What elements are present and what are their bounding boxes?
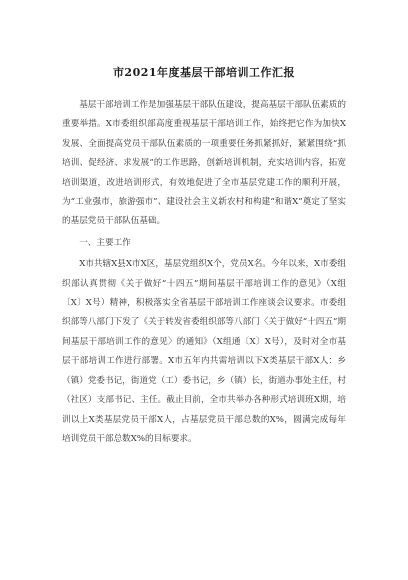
intro-paragraph: 基层干部培训工作是加强基层干部队伍建设，提高基层干部队伍素质的重要举措。X市委组织部高度重视基层干部培训工作，始终把它作为加快X发展、全面提高党员干部队伍素质的一项重要任务抓紧抓好，紧紧围绕“抓培训、促经济、求发展”的工作思路，创新培训机制，充实培训内容，拓宽培训渠道，改进培训形式，有效地促进了全市基层党建工作的顺利开展，为“工业强市，旅游强市”、建设社会主义新农村和构建“和谐X”奠定了坚实的基层党员干部队伍基础。 bbox=[62, 100, 346, 227]
section-heading-main-work: 一、主要工作 bbox=[79, 237, 131, 248]
section-body-paragraph: X市共辖X县X市X区，基层党组织X个，党员X名。今年以来，X市委组织部认真贯彻《关于做好“十四五”期间基层干部培训工作的意见》（X组〔X〕X号）精神，积极落实全省基层干部培训工作座谈会议要求。市委组织部等八部门下发了《关于转发省委组织部等八部门〈关于做好“十四五”期间基层干部培训工作的意见〉的通知》（X组通〔X〕X号），及时对全市基层干部培训工作进行部署。X市五年内共需培训以下X类基层干部X人：乡（镇）党委书记，街道党（工）委书记，乡（镇）长，街道办事处主任，村（社区）支部书记、主任。截止目前，全市共举办各种形式培训班X期，培训以上X类基层党员干部X人，占基层党员干部总数的X%，圆满完成每年培训党员干部总数X%的目标要求。 bbox=[62, 259, 346, 444]
document-title: 市2021年度基层干部培训工作汇报 bbox=[112, 66, 296, 79]
